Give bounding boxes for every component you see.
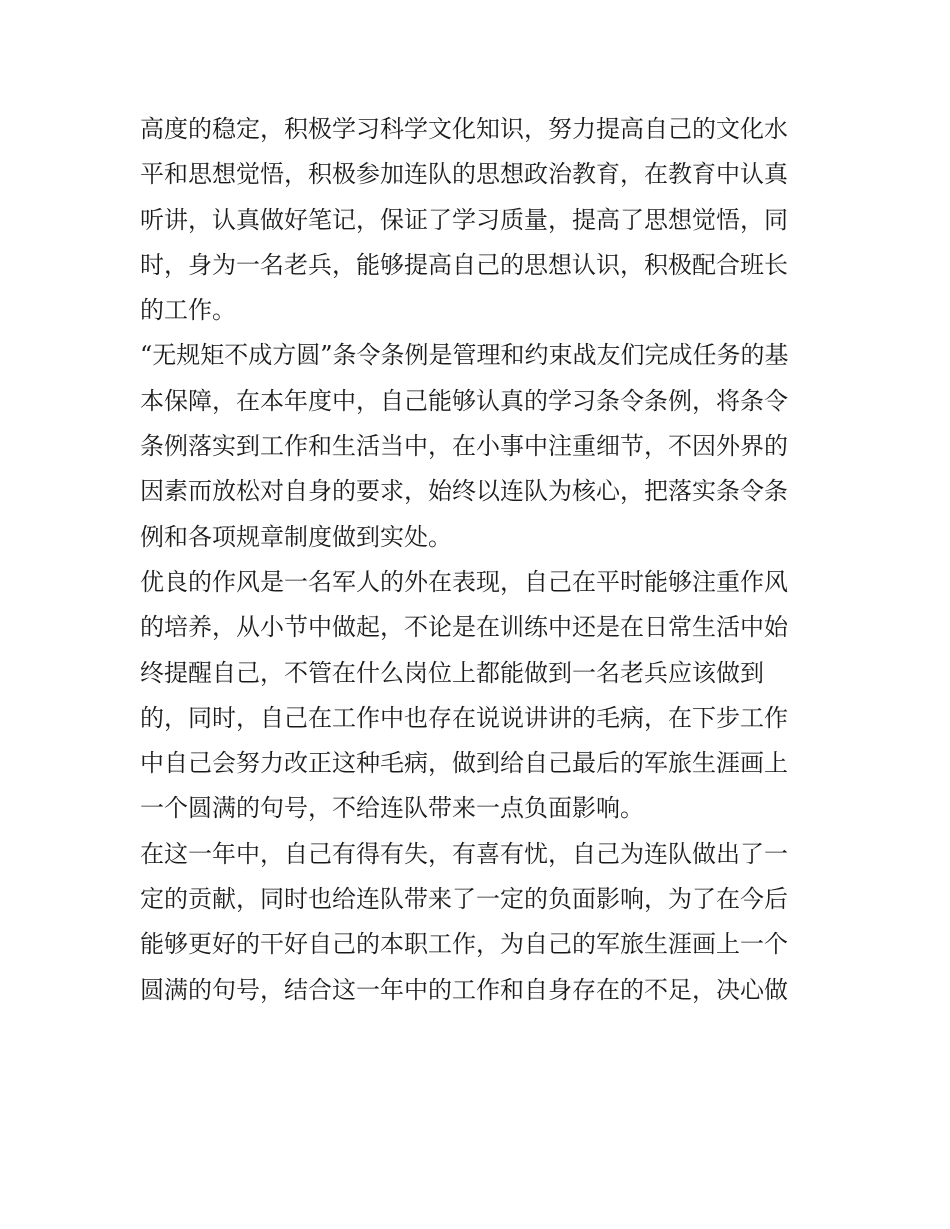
text-line: 因素而放松对自身的要求，始终以连队为核心，把落实条令条 bbox=[140, 477, 788, 506]
text-line: “无规矩不成方圆”条令条例是管理和约束战友们完成任务的基 bbox=[140, 341, 789, 370]
text-line: 平和思想觉悟，积极参加连队的思想政治教育，在教育中认真 bbox=[140, 160, 788, 189]
text-line: 定的贡献，同时也给连队带来了一定的负面影响，为了在今后 bbox=[140, 885, 788, 914]
text-line: 在这一年中，自己有得有失，有喜有忧，自己为连队做出了一 bbox=[140, 839, 788, 868]
text-line: 的，同时，自己在工作中也存在说说讲讲的毛病，在下步工作 bbox=[140, 703, 788, 732]
text-line: 条例落实到工作和生活当中，在小事中注重细节，不因外界的 bbox=[140, 432, 788, 461]
text-line: 本保障，在本年度中，自己能够认真的学习条令条例，将条令 bbox=[140, 386, 788, 415]
text-line: 圆满的句号，结合这一年中的工作和自身存在的不足，决心做 bbox=[140, 975, 788, 1004]
text-line: 能够更好的干好自己的本职工作，为自己的军旅生涯画上一个 bbox=[140, 930, 788, 959]
text-line: 一个圆满的句号，不给连队带来一点负面影响。 bbox=[140, 794, 644, 823]
text-line: 中自己会努力改正这种毛病，做到给自己最后的军旅生涯画上 bbox=[140, 749, 788, 778]
body-text bbox=[140, 107, 820, 1013]
text-line: 终提醒自己，不管在什么岗位上都能做到一名老兵应该做到 bbox=[140, 658, 764, 687]
text-line: 的工作。 bbox=[140, 296, 236, 325]
text-line: 时，身为一名老兵，能够提高自己的思想认识，积极配合班长 bbox=[140, 250, 788, 279]
text-line: 的培养，从小节中做起，不论是在训练中还是在日常生活中始 bbox=[140, 613, 788, 642]
text-line: 例和各项规章制度做到实处。 bbox=[140, 522, 452, 551]
text-line: 听讲，认真做好笔记，保证了学习质量，提高了思想觉悟，同 bbox=[140, 205, 788, 234]
text-line: 优良的作风是一名军人的外在表现，自己在平时能够注重作风 bbox=[140, 567, 788, 596]
text-line: 高度的稳定，积极学习科学文化知识，努力提高自己的文化水 bbox=[140, 115, 788, 143]
